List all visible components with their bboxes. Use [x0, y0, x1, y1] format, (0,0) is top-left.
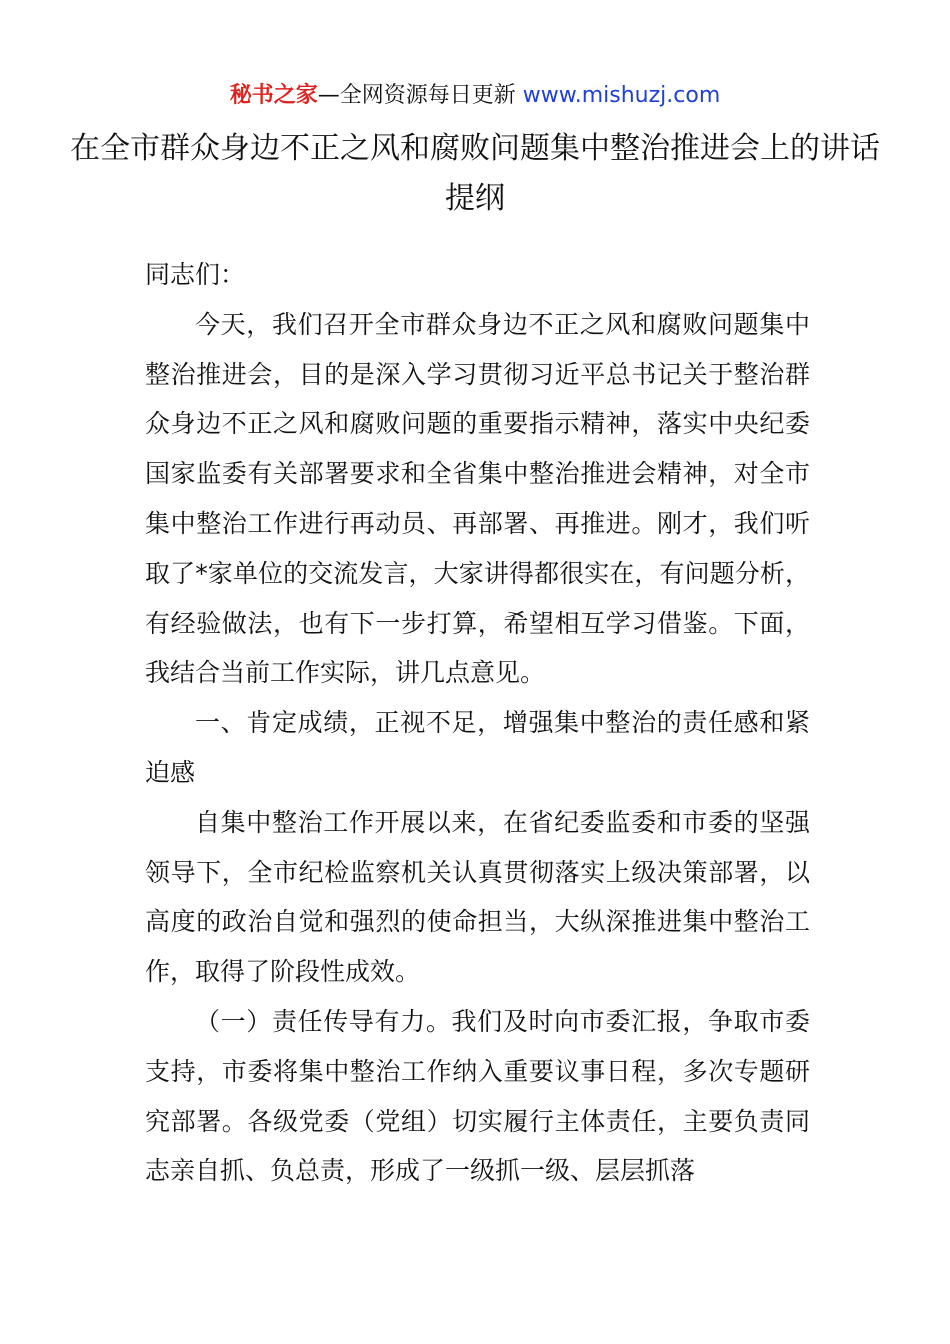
site-header	[0, 80, 950, 112]
site-url-link[interactable]: www.mishuzj.com	[522, 83, 721, 108]
section-heading-1: 一、肯定成绩，正视不足，增强集中整治的责任感和紧迫感	[145, 708, 810, 787]
document-body	[145, 250, 810, 1196]
header-tagline: —全网资源每日更新	[317, 83, 523, 108]
paragraph-intro: 今天，我们召开全市群众身边不正之风和腐败问题集中整治推进会，目的是深入学习贯彻习近平总书记关于整治群众身边不正之风和腐败问题的重要指示精神，落实中央纪委国家监委有关部署要求和全省集中整治推进会精神，对全市集中整治工作进行再动员、再部署、再推进。刚才，我们听取了*家单位的交流发言，大家讲得都很实在，有问题分析，有经验做法，也有下一步打算，希望相互学习借鉴。下面，我结合当前工作实际，讲几点意见。	[145, 309, 810, 688]
paragraph-responsibility: （一）责任传导有力。我们及时向市委汇报，争取市委支持，市委将集中整治工作纳入重要议事日程，多次专题研究部署。各级党委（党组）切实履行主体责任，主要负责同志亲自抓、负总责，形成了一级抓一级、层层抓落	[145, 1006, 810, 1186]
document-title: 在全市群众身边不正之风和腐败问题集中整治推进会上的讲话提纲	[70, 131, 880, 216]
salutation: 同志们：	[145, 260, 246, 289]
paragraph-achievements: 自集中整治工作开展以来，在省纪委监委和市委的坚强领导下，全市纪检监察机关认真贯彻落实上级决策部署，以高度的政治自觉和强烈的使命担当，大纵深推进集中整治工作，取得了阶段性成效。	[145, 807, 810, 987]
brand-name: 秘书之家	[229, 83, 318, 108]
